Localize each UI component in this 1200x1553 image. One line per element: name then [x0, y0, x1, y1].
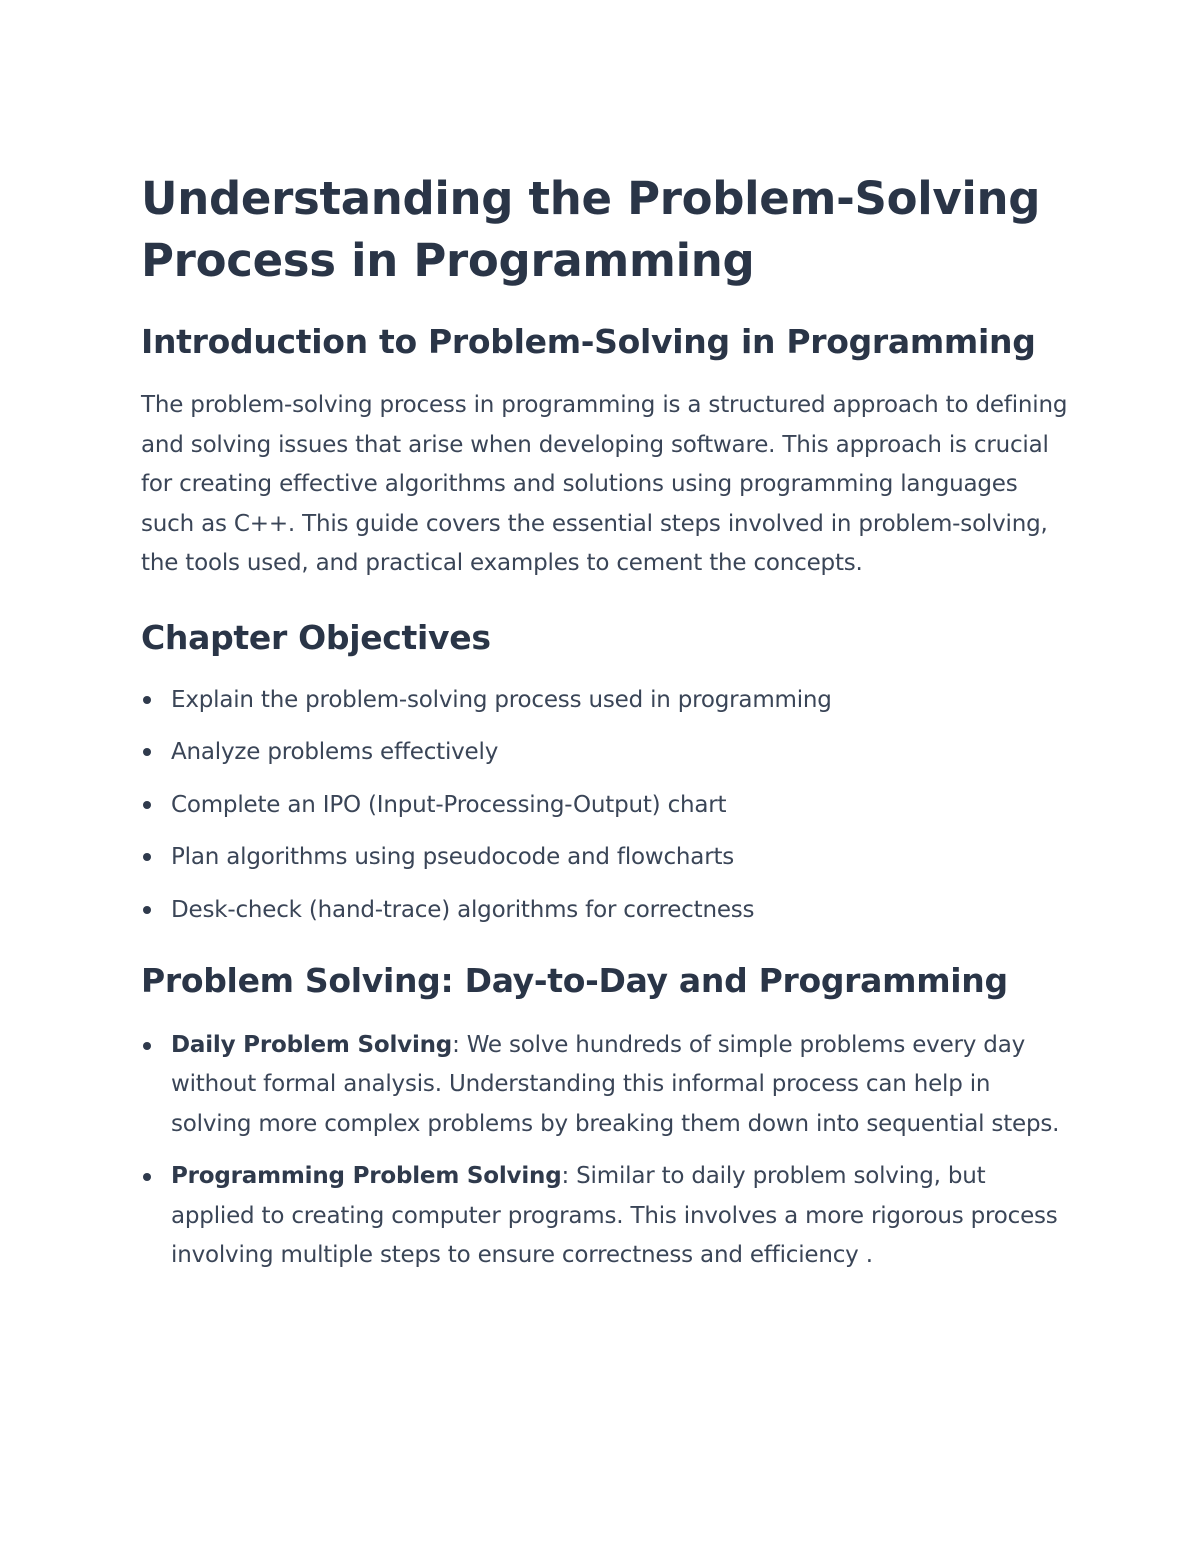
problem-solving-heading: Problem Solving: Day-to-Day and Programming [141, 960, 1008, 1000]
bullet-icon [143, 696, 151, 704]
bullet-icon [143, 1173, 151, 1181]
item-term: Programming Problem Solving [171, 1163, 562, 1189]
bullet-icon [143, 801, 151, 809]
objectives-list [141, 685, 1071, 925]
objective-text: Explain the problem-solving process used in programming [171, 686, 832, 713]
intro-heading: Introduction to Problem-Solving in Programming [141, 322, 1036, 361]
objective-text: Complete an IPO (Input-Processing-Output) chart [171, 791, 727, 818]
document-page [141, 168, 1071, 1289]
bullet-icon [143, 906, 151, 914]
bullet-icon [143, 1042, 151, 1050]
bullet-icon [143, 853, 151, 861]
objectives-heading: Chapter Objectives [141, 617, 491, 657]
list-item [141, 790, 1071, 820]
list-item [141, 1157, 1071, 1276]
list-item [141, 685, 1071, 715]
page-title: Understanding the Problem-Solving Process in Programming [141, 172, 1041, 287]
item-term: Daily Problem Solving [171, 1031, 453, 1058]
item-text: : Similar to daily problem solving, but applied to creating computer programs. This involves a more rigorous process involving multiple steps to ensure correctness and efficiency . [171, 1163, 1058, 1268]
list-item [141, 842, 1071, 872]
problem-solving-list [141, 1026, 1071, 1276]
bullet-icon [143, 748, 151, 756]
item-text: : We solve hundreds of simple problems every day without formal analysis. Understanding this informal process can help in solving more complex problems by breaking them down into sequential steps. [171, 1031, 1060, 1137]
objective-text: Desk-check (hand-trace) algorithms for correctness [171, 896, 755, 923]
objective-text: Analyze problems effectively [171, 739, 499, 765]
list-item [141, 737, 1071, 767]
objective-text: Plan algorithms using pseudocode and flowcharts [171, 844, 735, 870]
intro-paragraph: The problem-solving process in programming is a structured approach to defining and solving issues that arise when developing software. This approach is crucial for creating effective algorithms and solutions using programming languages such as C++. This guide covers the essential steps involved in problem-solving, the tools used, and practical examples to cement the concepts. [141, 392, 1068, 576]
list-item [141, 1026, 1071, 1145]
list-item [141, 895, 1071, 925]
